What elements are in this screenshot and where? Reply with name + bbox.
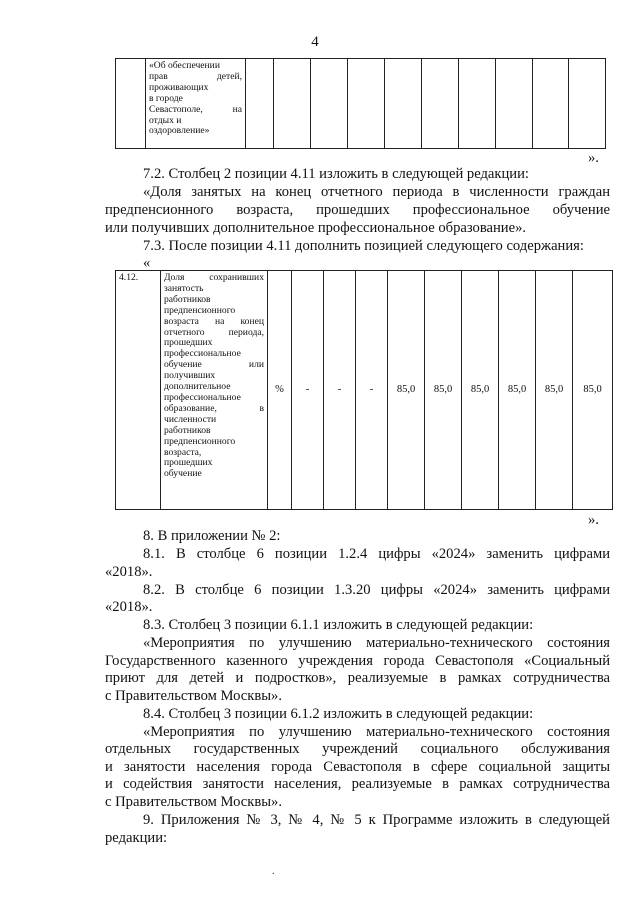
table-position-4-12: [115, 270, 613, 510]
section-8-heading: 8. В приложении № 2:: [143, 528, 281, 544]
text-line: отчетного периода,: [164, 326, 264, 338]
footer-mark: .: [272, 866, 275, 877]
paragraph-line: 9. Приложения № 3, № 4, № 5 к Программе изложить в следующей: [143, 812, 610, 828]
text-line: занятость: [164, 282, 204, 294]
paragraph-8-4-heading: 8.4. Столбец 3 позиции 6.1.2 изложить в следующей редакции:: [143, 706, 534, 722]
paragraph-line: и содействия занятости населения, реализуемые в рамках сотрудничества: [105, 776, 610, 792]
text-line: Доля сохранивших: [164, 272, 264, 283]
text-line: возраста на конец: [164, 315, 264, 327]
text-line: проживающих: [149, 81, 209, 93]
paragraph-line: предпенсионного возраста, прошедших профессиональное обучение: [105, 202, 610, 218]
text-line: дополнительное: [164, 381, 231, 393]
text-line: возраста,: [164, 446, 202, 458]
closing-quote-mark: ».: [588, 512, 599, 528]
table-cell: [459, 59, 496, 149]
text-line: профессиональное: [164, 391, 241, 403]
unit-cell: %: [268, 271, 292, 510]
paragraph-line: «2018».: [105, 564, 153, 580]
table-cell: [496, 59, 533, 149]
paragraph-line: «Доля занятых на конец отчетного периода в численности граждан: [143, 184, 610, 200]
text-line: обучение: [164, 468, 202, 480]
text-line: прошедших: [164, 337, 213, 349]
table-cell: [533, 59, 569, 149]
table-cell: [311, 59, 348, 149]
opening-quote-mark: «: [143, 255, 151, 271]
paragraph-line: Государственного казенного учреждения города Севастополя «Социальный: [105, 653, 610, 669]
value-cell: -: [356, 271, 388, 510]
text-line: прошедших: [164, 457, 213, 469]
paragraph-line: 8.2. В столбце 6 позиции 1.3.20 цифры «2024» заменить цифрами: [143, 582, 610, 598]
text-line: Севастополе, на: [149, 103, 242, 115]
paragraph-line: «2018».: [105, 599, 153, 615]
text-line: профессиональное: [164, 348, 241, 360]
page-number: 4: [311, 34, 319, 50]
paragraph-line: или получивших дополнительное профессиональное образование».: [105, 220, 527, 236]
table-cell: [246, 59, 274, 149]
paragraph-line: редакции:: [105, 830, 168, 846]
value-cell: 85,0: [536, 271, 573, 510]
text-line: оздоровление»: [149, 125, 210, 137]
text-line: отдых и: [149, 114, 182, 126]
table-cell: [274, 59, 311, 149]
paragraph-line: и занятости населения города Севастополя в сфере социальной защиты: [105, 759, 610, 775]
table-continuation: [115, 58, 606, 149]
text-line: прав детей,: [149, 70, 242, 82]
value-cell: 85,0: [462, 271, 499, 510]
value-cell: 85,0: [573, 271, 613, 510]
text-line: «Об обеспечении: [149, 60, 220, 71]
table-cell: [116, 59, 146, 149]
paragraph-line: приют для детей и подростков», реализуемые в рамках сотрудничества: [105, 670, 610, 686]
table-cell: [422, 59, 459, 149]
text-line: обучение или: [164, 359, 264, 371]
table-cell-description: [146, 59, 246, 149]
text-line: получивших: [164, 370, 216, 382]
value-cell: 85,0: [425, 271, 462, 510]
value-cell: 85,0: [499, 271, 536, 510]
paragraph-line: отдельных государственных учреждений социального обслуживания: [105, 741, 610, 757]
paragraph-8-3-heading: 8.3. Столбец 3 позиции 6.1.1 изложить в следующей редакции:: [143, 617, 534, 633]
position-number: 4.12.: [116, 271, 161, 510]
paragraph-line: «Мероприятия по улучшению материально-технического состояния: [143, 724, 610, 740]
text-line: численности: [164, 413, 217, 425]
paragraph-line: «Мероприятия по улучшению материально-технического состояния: [143, 635, 610, 651]
value-cell: -: [324, 271, 356, 510]
text-line: предпенсионного: [164, 304, 236, 316]
paragraph-7-2-heading: 7.2. Столбец 2 позиции 4.11 изложить в следующей редакции:: [143, 166, 529, 182]
value-cell: 85,0: [388, 271, 425, 510]
paragraph-line: 8.1. В столбце 6 позиции 1.2.4 цифры «2024» заменить цифрами: [143, 546, 610, 562]
table-cell: [348, 59, 385, 149]
closing-quote-mark: ».: [588, 150, 599, 166]
text-line: работников: [164, 424, 211, 436]
table-cell-description: [161, 271, 268, 510]
table-cell: [385, 59, 422, 149]
table-cell: [569, 59, 606, 149]
paragraph-7-3-heading: 7.3. После позиции 4.11 дополнить позицией следующего содержания:: [143, 238, 584, 254]
value-cell: -: [292, 271, 324, 510]
text-line: в городе: [149, 92, 183, 104]
text-line: предпенсионного: [164, 435, 236, 447]
text-line: образование, в: [164, 402, 264, 414]
text-line: работников: [164, 293, 211, 305]
paragraph-line: с Правительством Москвы».: [105, 794, 282, 810]
paragraph-line: с Правительством Москвы».: [105, 688, 282, 704]
